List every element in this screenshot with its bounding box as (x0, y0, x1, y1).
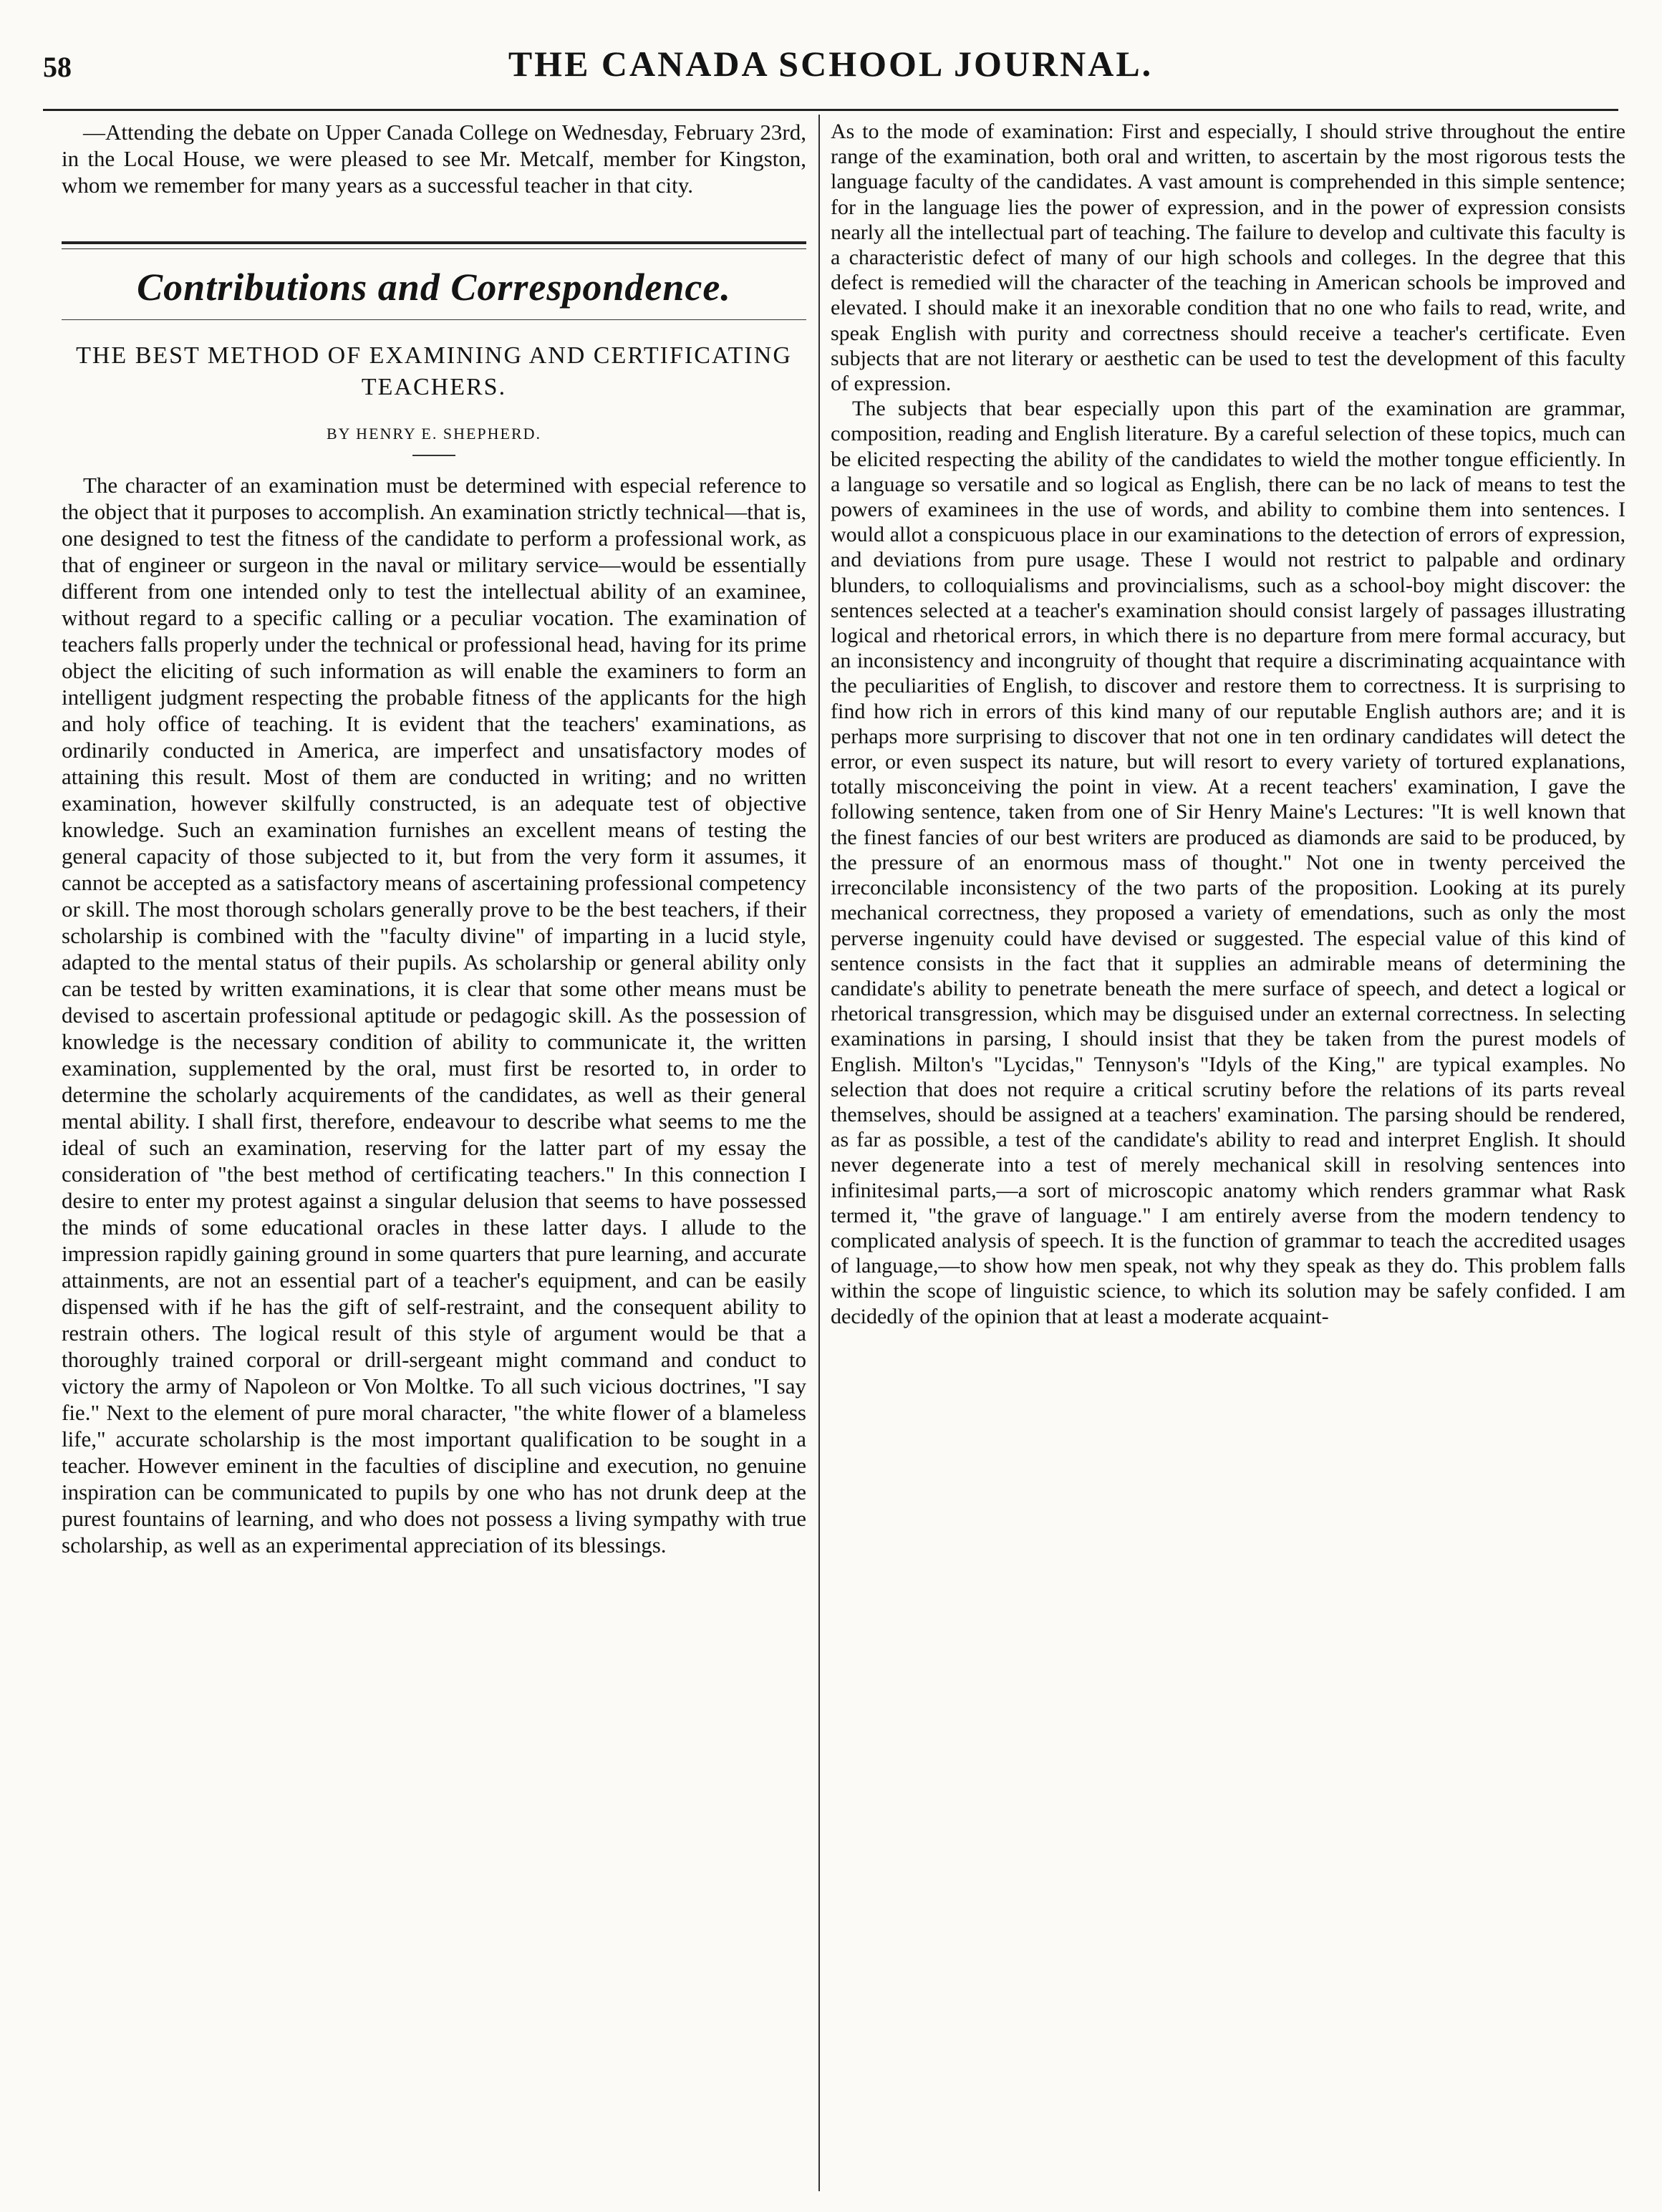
column-divider (818, 115, 820, 2191)
section-title: Contributions and Correspondence. (137, 266, 731, 309)
right-column (831, 119, 1625, 1329)
article-paragraph-3: The subjects that bear especially upon this part of the examination are grammar, composition, reading and English literature. By a careful selection of these topics, much can be elicited respecting the ability of the candidates to wield the mother tongue efficiently. In a language so versatile and so logical as English, there can be no lack of means to test the powers of examinees in the use of words, and ability to combine them into sentences. I would allot a conspicuous place in our examinations to the detection of errors of expression, and deviations from pure usage. These I would not restrict to palpable and ordinary blunders, to colloquialisms and provincialisms, such as a school-boy might discover: the sentences selected at a teacher's examination should consist largely of passages illustrating logical and rhetorical errors, in which there is no departure from mere formal accuracy, but an inconsistency and incongruity of thought that require a discriminating acquaintance with the peculiarities of English, to discover and restore them to correctness. It is surprising to find how rich in errors of this kind many of our reputable English authors are; and it is perhaps more surprising to discover that not one in ten ordinary candidates will detect the error, or even suspect its nature, but will resort to every variety of tortured explanations, totally misconceiving the point in view. At a recent teachers' examination, I gave the following sentence, taken from one of Sir Henry Maine's Lectures: "It is well known that the finest fancies of our best writers are produced as diamonds are said to be produced, by the pressure of an enormous mass of thought." Not one in twenty perceived the irreconcilable inconsistency of the two parts of the proposition. Looking at its purely mechanical correctness, they proposed a variety of emendations, such as only the most perverse ingenuity could have devised or suggested. The especial value of this kind of sentence consists in the fact that it supplies an admirable means of determining the candidate's ability to penetrate beneath the mere surface of speech, and detect a logical or rhetorical transgression, which may be disguised under an external correctness. In selecting examinations in parsing, I should insist that they be taken from the purest models of English. Milton's "Lycidas," Tennyson's "Idyls of the King," are typical examples. No selection that does not require a critical scrutiny before the relations of its parts reveal themselves, should be assigned at a teachers' examination. The parsing should be rendered, as far as possible, a test of the candidate's ability to read and interpret English. It should never degenerate into a test of merely mechanical skill in resolving sentences into infinitesimal parts,—a sort of microscopic anatomy which renders grammar what Rask termed it, "the grave of language." I am entirely averse from the modern tendency to complicated analysis of speech. It is the function of grammar to teach the accredited usages of language,—to show how men speak, not why they speak as they do. This problem falls within the scope of linguistic science, to which its solution may be safely confided. I am decidedly of the opinion that at least a moderate acquaint- (831, 397, 1625, 1328)
article-byline: BY HENRY E. SHEPHERD. (326, 425, 542, 443)
notice-paragraph: —Attending the debate on Upper Canada College on Wednesday, February 23rd, in the Local House, we were pleased to see Mr. Metcalf, member for Kingston, whom we remember for many years as a successful teacher in that city. (62, 120, 806, 198)
byline-rule (412, 455, 455, 456)
left-column (62, 119, 806, 1558)
running-header (43, 40, 1618, 97)
section-rule (62, 319, 806, 320)
article-title: THE BEST METHOD OF EXAMINING AND CERTIFICATING TEACHERS. (76, 342, 792, 400)
article-paragraph-1: The character of an examination must be determined with especial reference to the object that it purposes to accomplish. An examination strictly technical—that is, one designed to test the fitness of the candidate to perform a professional work, as that of engineer or surgeon in the naval or military service—would be essentially different from one intended only to test the intellectual ability of an examinee, without regard to a specific calling or a peculiar vocation. The examination of teachers falls properly under the technical or professional head, having for its prime object the eliciting of such information as will enable the examiners to form an intelligent judgment respecting the probable fitness of the applicants for the high and holy office of teaching. It is evident that the teachers' examinations, as ordinarily conducted in America, are imperfect and unsatisfactory modes of attaining this result. Most of them are conducted in writing; and no written examination, however skilfully constructed, is an adequate test of objective knowledge. Such an examination furnishes an excellent means of testing the general capacity of those subjected to it, but from the very form it assumes, it cannot be accepted as a satisfactory means of ascertaining professional competency or skill. The most thorough scholars generally prove to be the best teachers, if their scholarship is combined with the "faculty divine" of imparting in a lucid style, adapted to the mental status of their pupils. As scholarship or general ability only can be tested by written examinations, it is clear that some other means must be devised to ascertain professional aptitude or pedagogic skill. As the possession of knowledge is the necessary condition of ability to communicate it, the written examination, supplemented by the oral, must first be resorted to, in order to determine the scholarly acquirements of the candidates, as well as their general mental ability. I shall first, therefore, endeavour to describe what seems to me the ideal of such an examination, reserving for the latter part of my essay the consideration of "the best method of certificating teachers." In this connection I desire to enter my protest against a singular delusion that seems to have possessed the minds of some educational oracles in these latter days. I allude to the impression rapidly gaining ground in some quarters that pure learning, and accurate attainments, are not an essential part of a teacher's equipment, and can be easily dispensed with if he has the gift of self-restraint, and the consequent ability to restrain others. The logical result of this style of argument would be that a thoroughly trained corporal or drill-sergeant might command and conduct to victory the army of Napoleon or Von Moltke. To all such vicious doctrines, "I say fie." Next to the element of pure moral character, "the white flower of a blameless life," accurate scholarship is the most important qualification to be sought in a teacher. However eminent in the faculties of discipline and execution, no genuine inspiration can be communicated to pupils by one who has not drunk deep at the purest fountains of learning, and who does not possess a living sympathy with true scholarship, as well as an experimental appreciation of its blessings. (62, 473, 806, 1557)
section-double-rule (62, 241, 806, 249)
page-number: 58 (43, 51, 72, 83)
header-rule (43, 109, 1618, 111)
article-paragraph-2: As to the mode of examination: First and especially, I should strive throughout the entire range of the examination, both oral and written, to ascertain by the most rigorous tests the language faculty of the candidates. A vast amount is comprehended in this simple sentence; for in the language lies the power of expression, and in the power of expression consists nearly all the intellectual part of teaching. The failure to develop and cultivate this faculty is a characteristic defect of many of our high schools and colleges. In the degree that this defect is remedied will the character of the teaching in American schools be improved and elevated. I should make it an inexorable condition that no one who fails to read, write, and speak English with purity and correctness should receive a teacher's certificate. Even subjects that are not literary or aesthetic can be used to test the development of this faculty of expression. (831, 120, 1625, 396)
journal-title: THE CANADA SCHOOL JOURNAL. (508, 44, 1154, 84)
